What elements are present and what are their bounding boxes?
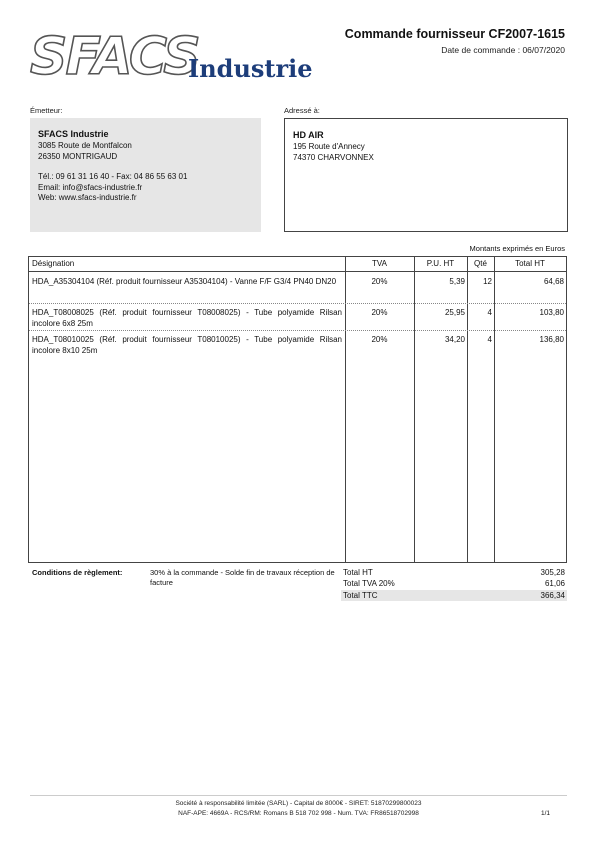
row-total: 136,80 (539, 335, 564, 344)
recipient-address1: 195 Route d'Annecy (293, 142, 365, 151)
total-tva-label: Total TVA 20% (343, 579, 395, 588)
header-qty: Qté (474, 259, 487, 268)
row-unit-price: 34,20 (444, 335, 465, 344)
recipient-label: Adressé à: (284, 106, 320, 115)
footer-legal-line2: NAF-APE: 4669A - RCS/RM: Romans B 518 702 998 - Num. TVA: FR86518702998 (178, 810, 419, 817)
sender-address2: 26350 MONTRIGAUD (38, 151, 118, 161)
row-tva: 20% (371, 277, 388, 286)
sender-label: Émetteur: (30, 106, 63, 115)
row-unit-price: 5,39 (449, 277, 465, 286)
payment-conditions-label: Conditions de règlement: (32, 568, 123, 577)
sender-web: Web: www.sfacs-industrie.fr (38, 193, 137, 202)
row-total: 64,68 (543, 277, 564, 286)
header-total: Total HT (515, 259, 545, 268)
document-title: Commande fournisseur CF2007-1615 (344, 27, 565, 41)
header-designation: Désignation (32, 259, 75, 268)
recipient-box (284, 118, 568, 232)
row-quantity: 4 (487, 335, 492, 344)
total-ttc-row (341, 590, 567, 601)
header-pu: P.U. HT (426, 259, 455, 268)
row-tva: 20% (371, 335, 388, 344)
row-designation: HDA_T08010025 (Réf. produit fournisseur T08010025) - Tube polyamide Rilsan incolore 8x10 25m (32, 335, 342, 355)
table-row (29, 272, 566, 304)
row-quantity: 4 (487, 308, 492, 317)
order-lines-table (28, 256, 567, 563)
total-ht-value: 305,28 (540, 568, 565, 577)
header-tva: TVA (372, 259, 387, 268)
total-ttc-value: 366,34 (540, 591, 565, 600)
footer-divider (30, 795, 567, 796)
payment-conditions-text: 30% à la commande - Solde fin de travaux réception de facture (150, 568, 335, 587)
row-tva: 20% (371, 308, 388, 317)
order-date: Date de commande : 06/07/2020 (441, 45, 565, 55)
recipient-name: HD AIR (293, 130, 324, 140)
table-row (29, 330, 566, 358)
logo-subtitle: Industrie (188, 54, 313, 83)
logo-brand: SFACS (30, 27, 199, 87)
sender-box (30, 118, 261, 232)
row-designation: HDA_T08008025 (Réf. produit fournisseur T08008025) - Tube polyamide Rilsan incolore 6x8 25m (32, 308, 342, 328)
total-ht-label: Total HT (343, 568, 373, 577)
currency-note: Montants exprimés en Euros (469, 244, 565, 253)
footer-legal-line1: Société à responsabilité limitée (SARL) - Capital de 8000€ - SIRET: 51870299800023 (175, 800, 422, 807)
company-logo (30, 28, 320, 90)
total-tva-row (341, 578, 567, 589)
recipient-address2: 74370 CHARVONNEX (293, 152, 374, 162)
row-unit-price: 25,95 (444, 308, 465, 317)
sender-name: SFACS Industrie (38, 129, 109, 139)
sender-address1: 3085 Route de Montfalcon (38, 141, 132, 150)
table-row (29, 303, 566, 331)
row-quantity: 12 (483, 277, 492, 286)
sender-email: Email: info@sfacs-industrie.fr (38, 182, 143, 192)
row-total: 103,80 (539, 308, 564, 317)
page-number: 1/1 (540, 810, 550, 817)
sender-phone: Tél.: 09 61 31 16 40 - Fax: 04 86 55 63 01 (38, 172, 188, 181)
total-tva-value: 61,06 (544, 579, 565, 588)
total-ttc-label: Total TTC (343, 591, 378, 600)
total-ht-row (341, 567, 567, 578)
row-designation: HDA_A35304104 (Réf. produit fournisseur A35304104) - Vanne F/F G3/4 PN40 DN20 (32, 277, 337, 286)
